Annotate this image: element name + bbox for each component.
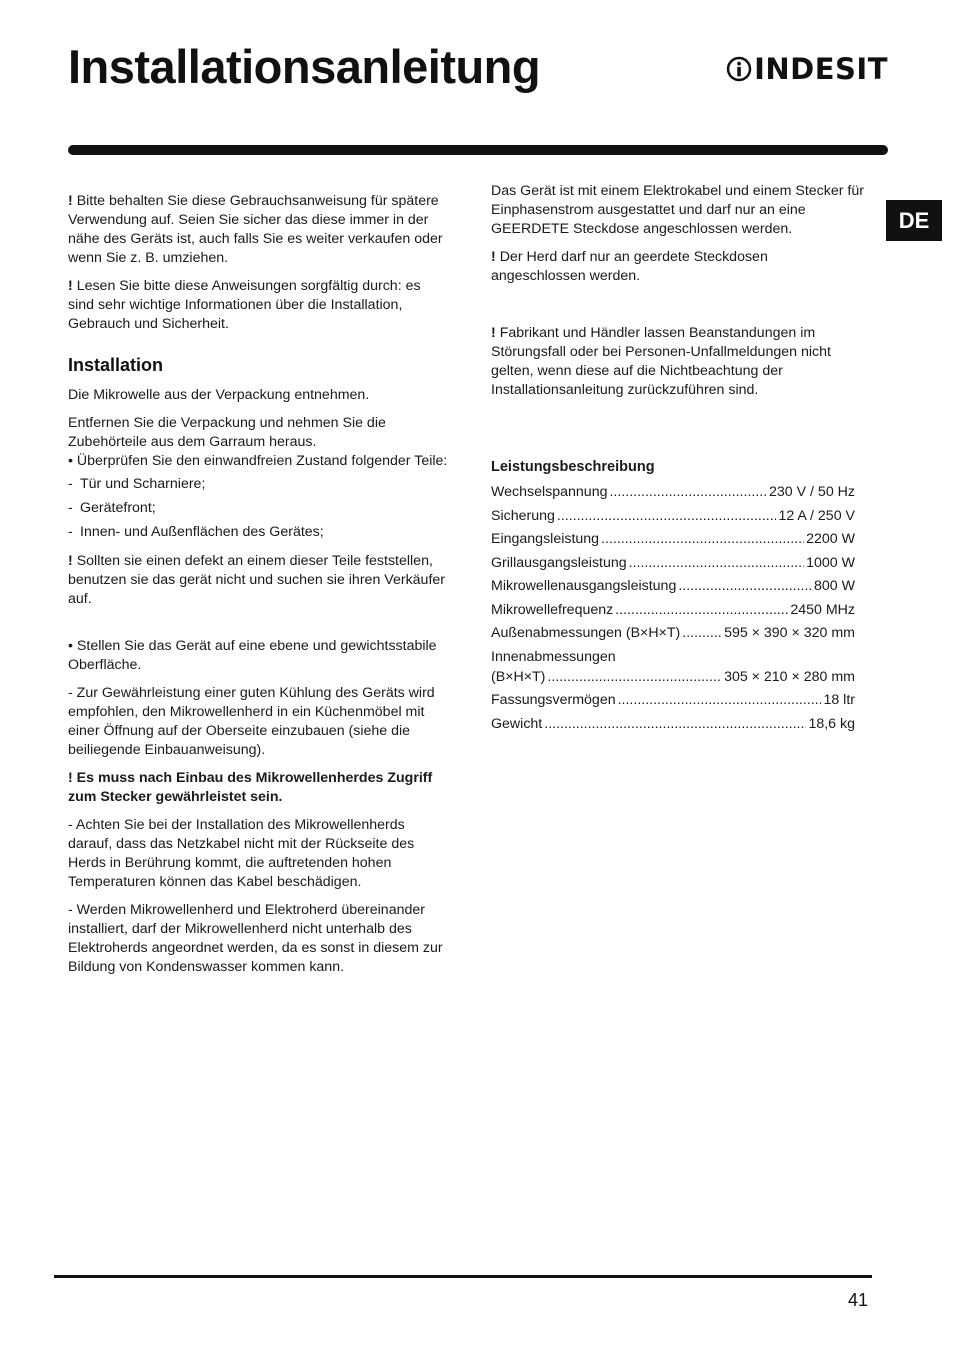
warning-mark-icon: !	[68, 553, 73, 569]
page-number: 41	[847, 1290, 868, 1310]
warning-mark-icon: !	[491, 325, 496, 341]
check-parts-intro: • Überprüfen Sie den einwandfreien Zustand folgender Teile:	[68, 453, 448, 469]
spec-row: Außenabmessungen (B×H×T) ..... 595 × 390 × 320 mm	[491, 624, 855, 648]
cable-note: - Achten Sie bei der Installation des Mikrowellenherds darauf, dass das Netzkabel nicht mit der Rückseite des Herds in Berührung kommt, die auftretenden hohen Temperaturen können das Kabel beschädigen.	[68, 817, 415, 890]
spec-row: Eingangsleistung ..... 2200 W	[491, 530, 855, 554]
list-item: - Gerätefront;	[68, 500, 156, 516]
spec-row-label-top: Innenabmessungen	[491, 648, 616, 665]
warning-mark-icon: !	[68, 193, 73, 209]
spec-row: Wechselspannung ..... 230 V / 50 Hz	[491, 483, 855, 507]
cable-info: Das Gerät ist mit einem Elektrokabel und einem Stecker für Einphasenstrom ausgestattet und darf nur an eine GEERDETE Steckdose angeschlossen werden.	[491, 183, 864, 237]
installation-heading: Installation	[68, 355, 164, 375]
remove-packaging-step: Entfernen Sie die Verpackung und nehmen Sie die Zubehörteile aus dem Garraum heraus.	[68, 415, 386, 450]
surface-instruction: • Stellen Sie das Gerät auf eine ebene und gewichtsstabile Oberfläche.	[68, 638, 437, 673]
spec-row: Sicherung ..... 12 A / 250 V	[491, 507, 855, 531]
spec-row: Mikrowellenausgangsleistung ..... 800 W	[491, 577, 855, 601]
spec-row: Grillausgangsleistung ..... 1000 W	[491, 554, 855, 578]
plug-access-note: ! Es muss nach Einbau des Mikrowellenherdes Zugriff zum Stecker gewährleistet sein.	[68, 770, 433, 805]
brand-wordmark: INDESIT	[754, 51, 888, 86]
liability-note: ! Fabrikant und Händler lassen Beanstandungen im Störungsfall oder bei Personen-Unfallmeldungen nicht gelten, wenn diese auf die Nichtbeachtung der Installationsanleitung zurückzuführen sind.	[491, 325, 831, 398]
page-title: Installationsanleitung	[68, 40, 541, 93]
keep-manual-note: ! Bitte behalten Sie diese Gebrauchsanweisung für spätere Verwendung auf. Seien Sie sicher das diese immer in der nähe des Geräts ist, auch falls Sie es weiter verkaufen oder wenn Sie z. B. umziehen.	[68, 193, 443, 266]
list-item: - Innen- und Außenflächen des Gerätes;	[68, 524, 324, 540]
check-parts-list	[68, 475, 450, 547]
read-instructions-note: ! Lesen Sie bitte diese Anweisungen sorgfältig durch: es sind sehr wichtige Informationen über die Installation, Gebrauch und Sicherheit.	[68, 278, 421, 332]
defect-note: ! Sollten sie einen defekt an einem dieser Teile feststellen, benutzen sie das gerät nicht und suchen sie ihren Verkäufer auf.	[68, 553, 446, 607]
footer-divider	[54, 1275, 872, 1278]
specs-table	[491, 483, 855, 738]
language-tab: DE	[886, 200, 942, 241]
spec-row: Gewicht ..... 18,6 kg	[491, 715, 855, 739]
brand-logo	[726, 46, 888, 92]
indesit-logo-icon	[726, 47, 752, 91]
header-divider	[68, 145, 888, 155]
right-column	[491, 182, 866, 738]
list-item: - Tür und Scharniere;	[68, 476, 206, 492]
spec-row: Fassungsvermögen ..... 18 ltr	[491, 691, 855, 715]
specs-heading: Leistungsbeschreibung	[491, 459, 655, 475]
spec-row: (B×H×T) ..... 305 × 210 × 280 mm	[491, 668, 855, 692]
stacking-note: - Werden Mikrowellenherd und Elektroherd übereinander installiert, darf der Mikrowellenherd nicht unterhalb des Elektroherds angeordnet werden, da es sonst in diesem zur Bildung von Kondenswasser kommen kann.	[68, 902, 443, 975]
warning-mark-icon: !	[68, 278, 73, 294]
unpack-step: Die Mikrowelle aus der Verpackung entnehmen.	[68, 387, 370, 403]
warning-mark-icon: !	[491, 249, 496, 265]
spec-row: Mikrowellefrequenz ..... 2450 MHz	[491, 601, 855, 625]
left-column	[68, 192, 450, 977]
grounded-note: ! Der Herd darf nur an geerdete Steckdosen angeschlossen werden.	[491, 249, 768, 284]
cooling-instruction: - Zur Gewährleistung einer guten Kühlung des Geräts wird empfohlen, den Mikrowellenherd in ein Küchenmöbel mit einer Öffnung auf der Oberseite einzubauen (siehe die beiliegende Einbauanweisung).	[68, 685, 435, 758]
